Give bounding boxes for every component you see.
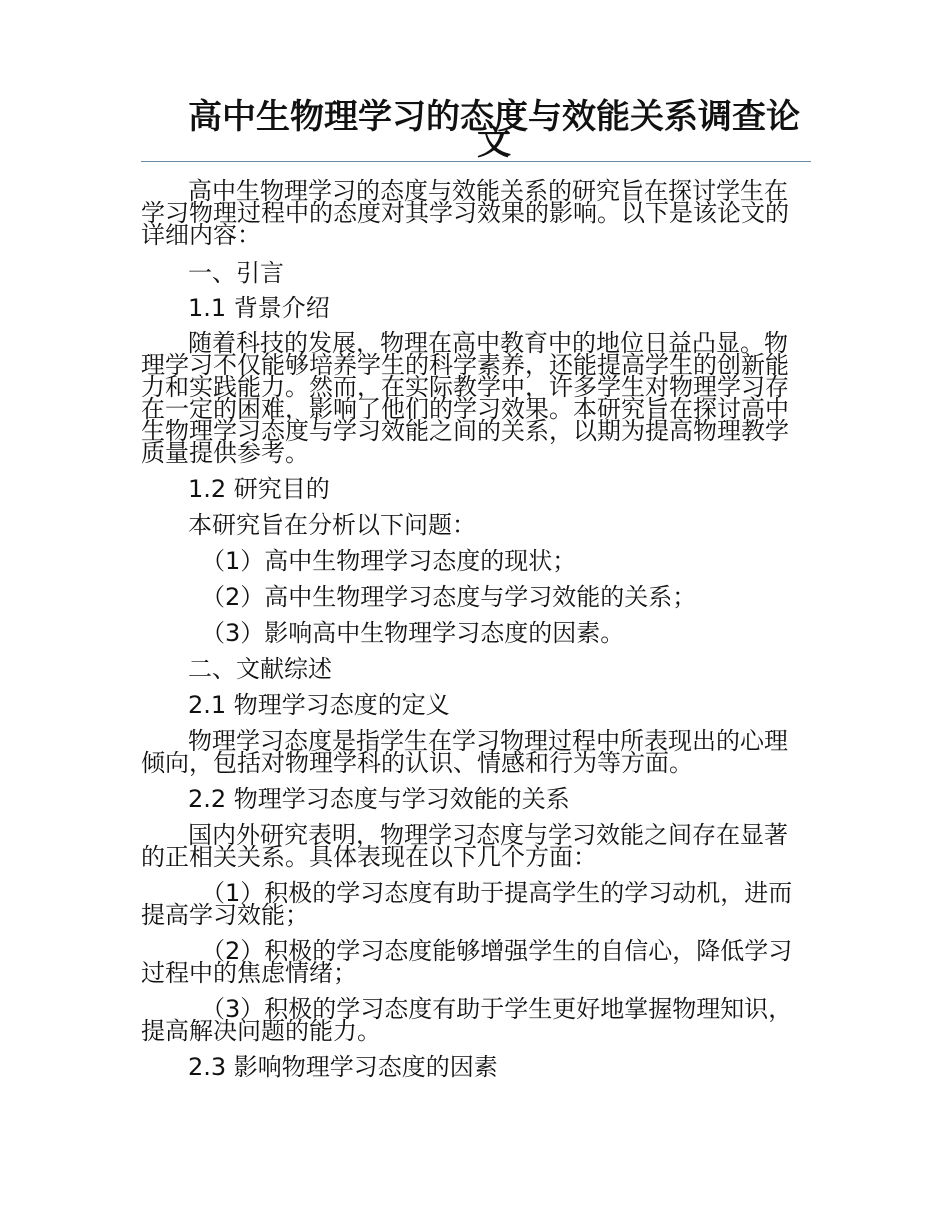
background-paragraph: 随着科技的发展，物理在高中教育中的地位日益凸显。物理学习不仅能够培养学生的科学素养，还能提高学生的创新能力和实践能力。然而，在实际教学中，许多学生对物理学习存在一定的困难，影响了他们的学习效果。本研究旨在探讨高中生物理学习态度与学习效能之间的关系，以期为提高物理教学质量提供参考。	[141, 329, 789, 467]
list-item: （3）影响高中生物理学习态度的因素。	[201, 619, 625, 647]
list-item: （1）高中生物理学习态度的现状；	[201, 547, 577, 575]
relationship-paragraph: 国内外研究表明，物理学习态度与学习效能之间存在显著的正相关关系。具体表现在以下几个方面：	[141, 821, 788, 871]
intro-paragraph: 高中生物理学习的态度与效能关系的研究旨在探讨学生在学习物理过程中的态度对其学习效果的影响。以下是该论文的详细内容：	[141, 177, 789, 249]
subsection-heading-purpose: 1.2 研究目的	[188, 475, 330, 503]
section-heading-introduction: 一、引言	[188, 259, 284, 287]
subsection-heading-factors: 2.3 影响物理学习态度的因素	[188, 1053, 498, 1081]
section-heading-literature-review: 二、文献综述	[188, 655, 332, 683]
subsection-heading-background: 1.1 背景介绍	[188, 294, 330, 322]
definition-paragraph: 物理学习态度是指学生在学习物理过程中所表现出的心理倾向，包括对物理学科的认识、情感和行为等方面。	[141, 727, 788, 777]
subsection-heading-definition: 2.1 物理学习态度的定义	[188, 691, 450, 719]
document-page	[141, 97, 811, 163]
title-divider	[141, 161, 811, 162]
document-title: 高中生物理学习的态度与效能关系调查论文	[188, 97, 800, 163]
list-item: （2）高中生物理学习态度与学习效能的关系；	[201, 583, 697, 611]
document-body	[141, 177, 811, 1092]
subsection-heading-relationship: 2.2 物理学习态度与学习效能的关系	[188, 785, 570, 813]
list-item: （3）积极的学习态度有助于学生更好地掌握物理知识，提高解决问题的能力。	[141, 995, 793, 1045]
purpose-paragraph: 本研究旨在分析以下问题：	[188, 511, 476, 539]
list-item: （2）积极的学习态度能够增强学生的自信心，降低学习过程中的焦虑情绪；	[141, 937, 793, 987]
list-item: （1）积极的学习态度有助于提高学生的学习动机，进而提高学习效能；	[141, 879, 793, 929]
